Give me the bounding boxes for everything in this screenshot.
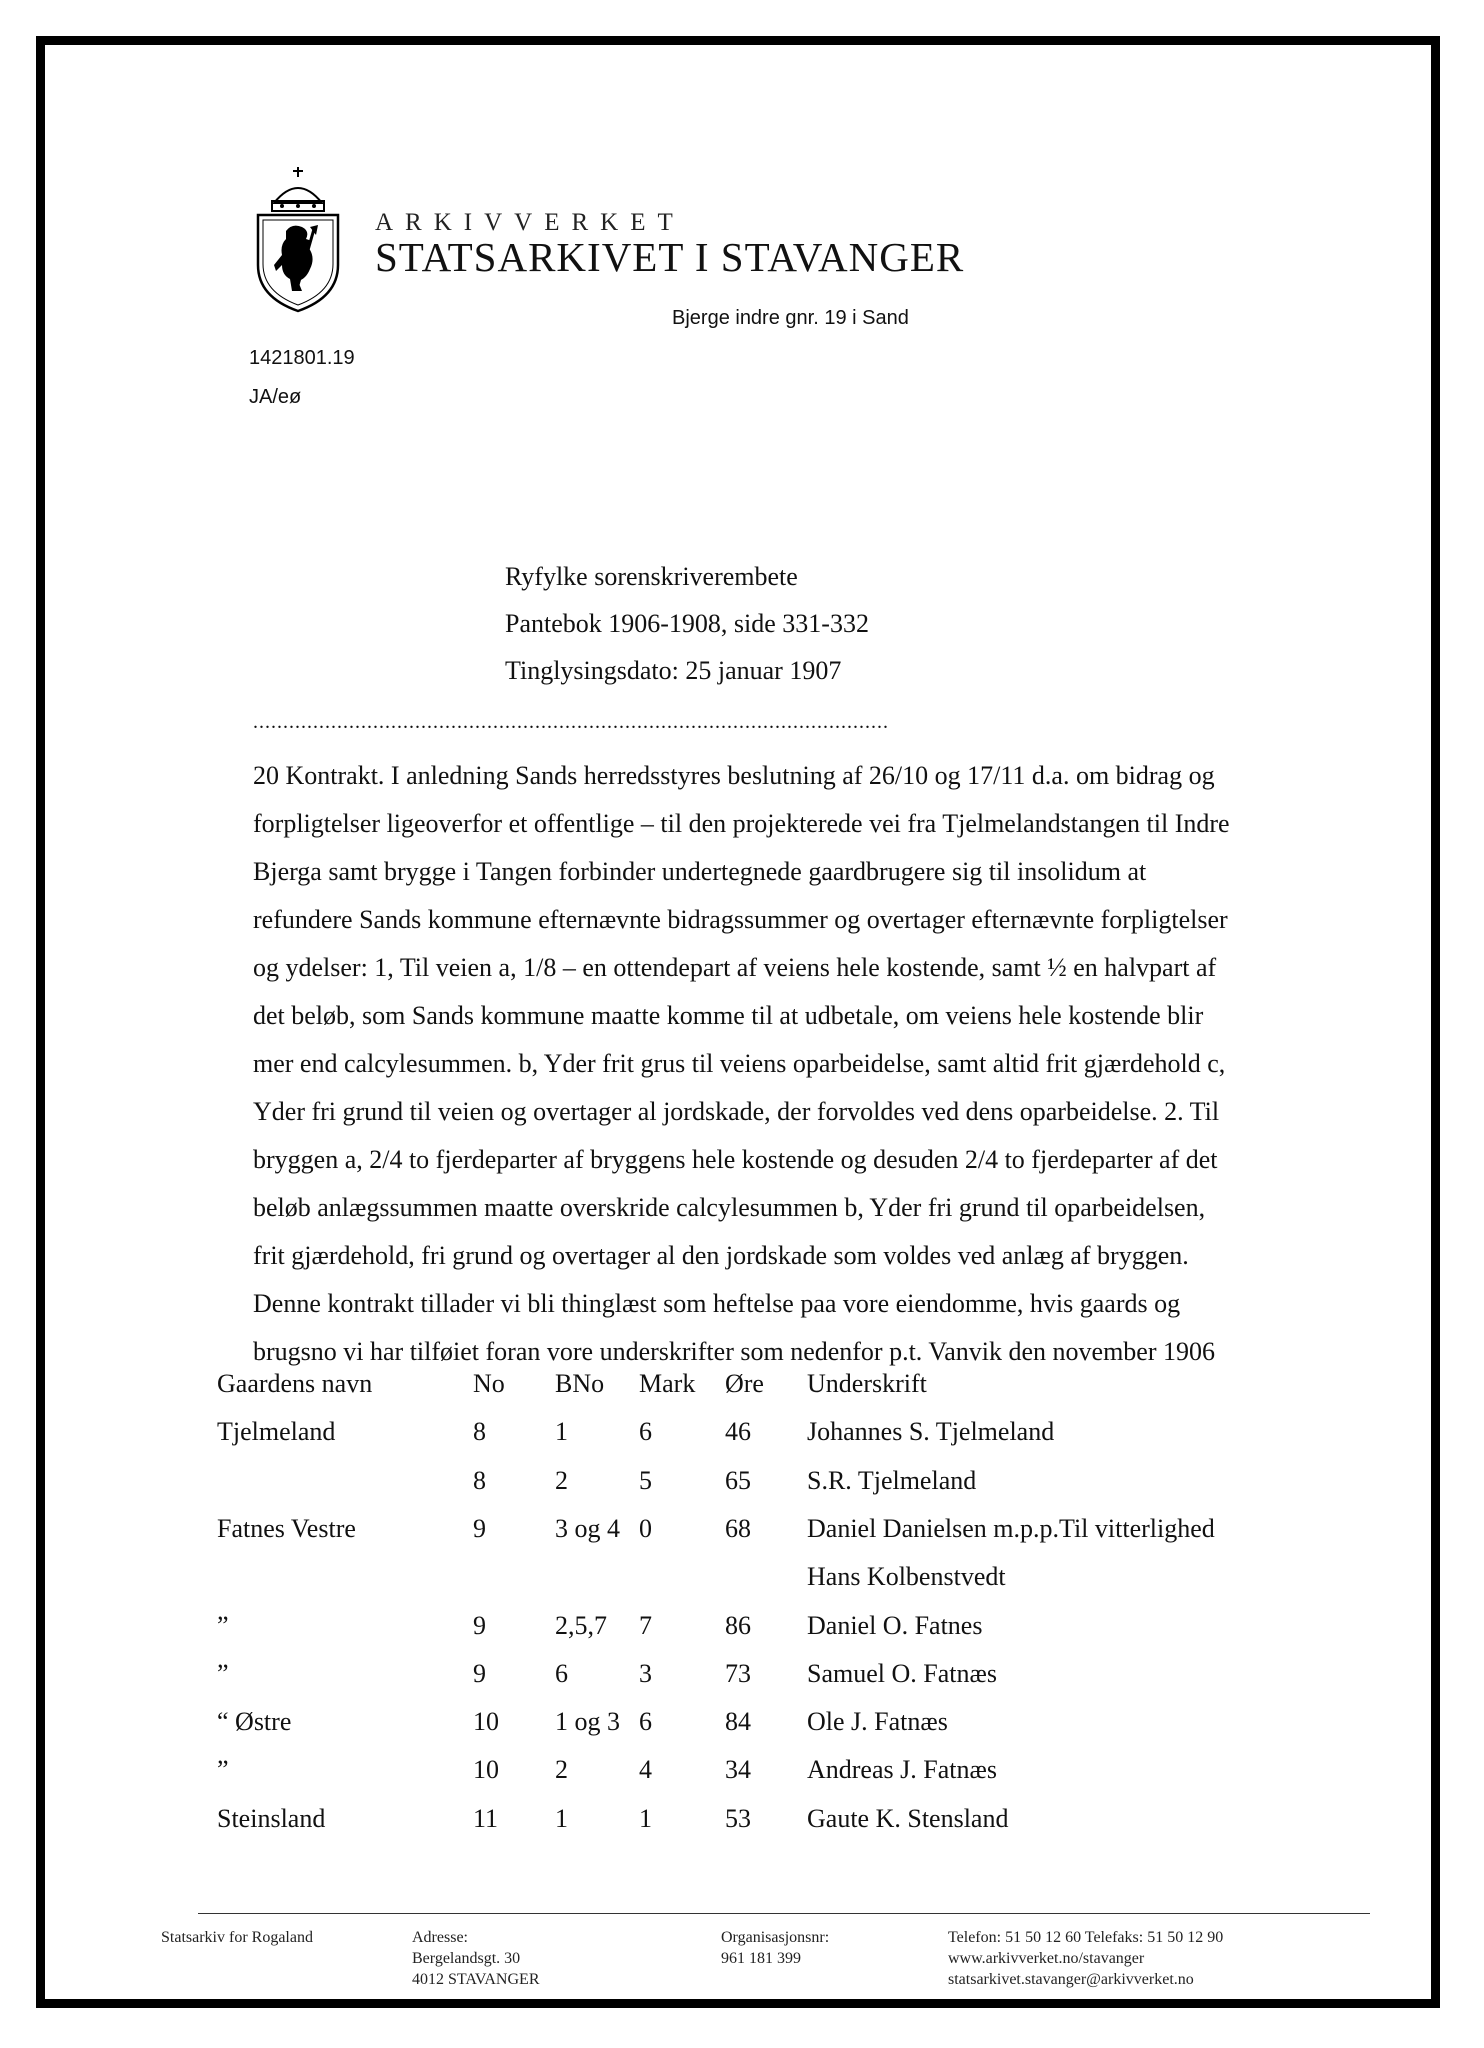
body-line: refundere Sands kommune efternævnte bidragssummer og overtager efternævnte forpligtelser [253,905,1228,934]
reference-number: 1421801.19 [249,347,355,369]
cell-no: 8 [473,1417,486,1446]
cell-signature: Daniel O. Fatnes [807,1611,983,1640]
cell-bno: 2,5,7 [555,1611,607,1640]
cell-mark: 7 [639,1611,652,1640]
cell-farm-name: Tjelmeland [217,1417,336,1446]
cell-no: 11 [473,1804,499,1833]
footer-text: Organisasjonsnr: [721,1929,830,1946]
cell-farm-name: Fatnes Vestre [217,1514,356,1543]
cell-mark: 1 [639,1804,652,1833]
cell-no: 8 [473,1466,486,1495]
cell-bno: 1 [555,1417,568,1446]
cell-ore: 86 [725,1611,751,1640]
cell-ore: 73 [725,1659,751,1688]
cell-bno: 3 og 4 [555,1514,620,1543]
body-line: forpligtelser ligeoverfor et offentlige – til den projekterede vei fra Tjelmelandstangen til Indre [253,809,1230,838]
body-line: det beløb, som Sands kommune maatte komme til at udbetale, om veiens hele kostende blir [253,1001,1204,1030]
cell-signature: S.R. Tjelmeland [807,1466,977,1495]
cell-mark: 0 [639,1514,652,1543]
cell-signature: Samuel O. Fatnæs [807,1659,997,1688]
cell-no: 9 [473,1611,486,1640]
org-header-line1: ARKIVVERKET [375,209,685,236]
footer-text: Statsarkiv for Rogaland [161,1929,313,1946]
reference-initials: JA/eø [249,386,302,408]
table-header-bno: BNo [555,1369,605,1398]
cell-ore: 65 [725,1466,751,1495]
cell-ore: 53 [725,1804,751,1833]
table-header-farm-name: Gaardens navn [217,1369,373,1398]
cell-ore: 46 [725,1417,751,1446]
body-line: Bjerga samt brygge i Tangen forbinder undertegnede gaardbrugere sig til insolidum at [253,857,1147,886]
body-line: brugsno vi har tilføiet foran vore underskrifter som nedenfor p.t. Vanvik den november 1906 [253,1337,1215,1366]
cell-no: 9 [473,1659,486,1688]
cell-bno: 1 [555,1804,568,1833]
cell-signature: Ole J. Fatnæs [807,1707,948,1736]
coat-of-arms-icon [252,165,344,315]
cell-farm-name: ” [217,1611,229,1640]
body-line: Yder fri grund til veien og overtager al jordskade, der forvoldes ved dens oparbeidelse. 2. Til [253,1097,1220,1126]
source-line: Tinglysingsdato: 25 januar 1907 [505,656,842,685]
cell-signature: Hans Kolbenstvedt [807,1562,1006,1591]
footer-col-orgnr [721,1927,829,1969]
cell-farm-name: Steinsland [217,1804,326,1833]
cell-bno: 2 [555,1466,568,1495]
body-line: frit gjærdehold, fri grund og overtager al den jordskade som voldes ved anlæg af bryggen. [253,1241,1189,1270]
cell-bno: 2 [555,1755,568,1784]
footer-link-web[interactable]: www.arkivverket.no/stavanger [948,1950,1145,1967]
cell-bno: 1 og 3 [555,1707,620,1736]
subject-line: Bjerge indre gnr. 19 i Sand [672,307,909,329]
footer-text: Bergelandsgt. 30 [412,1950,521,1967]
cell-signature: Daniel Danielsen m.p.p.Til vitterlighed [807,1514,1215,1543]
source-line: Pantebok 1906-1908, side 331-332 [505,609,869,638]
cell-mark: 5 [639,1466,652,1495]
footer-divider [198,1913,1370,1914]
footer-col-address [412,1927,539,1990]
cell-mark: 6 [639,1417,652,1446]
cell-farm-name: ” [217,1659,229,1688]
cell-signature: Gaute K. Stensland [807,1804,1009,1833]
cell-ore: 84 [725,1707,751,1736]
cell-ore: 68 [725,1514,751,1543]
table-header-signature: Underskrift [807,1369,927,1398]
dotted-separator: .......................................................................................................... [253,711,889,733]
cell-farm-name: “ Østre [217,1707,292,1736]
body-line: bryggen a, 2/4 to fjerdeparter af bryggens hele kostende og desuden 2/4 to fjerdeparter af det [253,1145,1218,1174]
body-line: og ydelser: 1, Til veien a, 1/8 – en ottendepart af veiens hele kostende, samt ½ en halvpart af [253,953,1217,982]
cell-signature: Andreas J. Fatnæs [807,1755,997,1784]
table-header-no: No [473,1369,505,1398]
body-line: mer end calcylesummen. b, Yder frit grus til veiens oparbeidelse, samt altid frit gjærdehold c, [253,1049,1226,1078]
source-block [505,553,869,694]
footer-text: Telefon: 51 50 12 60 Telefaks: 51 50 12 90 [948,1929,1224,1946]
cell-ore: 34 [725,1755,751,1784]
body-line: beløb anlægssummen maatte overskride calcylesummen b, Yder fri grund til oparbeidelsen, [253,1193,1206,1222]
cell-farm-name: ” [217,1755,229,1784]
cell-mark: 3 [639,1659,652,1688]
footer-text: Adresse: [412,1929,468,1946]
table-header-mark: Mark [639,1369,696,1398]
footer-text: 4012 STAVANGER [412,1971,540,1988]
cell-no: 10 [473,1707,499,1736]
cell-mark: 6 [639,1707,652,1736]
body-line: Denne kontrakt tillader vi bli thinglæst som heftelse paa vore eiendomme, hvis gaards og [253,1289,1181,1318]
table-header-ore: Øre [725,1369,764,1398]
cell-bno: 6 [555,1659,568,1688]
footer-col-contact [948,1927,1223,1990]
org-header-line2: STATSARKIVET I STAVANGER [375,234,965,280]
document-page [36,36,1440,2008]
cell-no: 9 [473,1514,486,1543]
cell-mark: 4 [639,1755,652,1784]
cell-no: 10 [473,1755,499,1784]
footer-link-email[interactable]: statsarkivet.stavanger@arkivverket.no [948,1971,1194,1988]
footer-text: 961 181 399 [721,1950,801,1967]
transcription-body [253,752,1230,1376]
source-line: Ryfylke sorenskriverembete [505,562,798,591]
footer-col-archive [161,1927,313,1948]
body-line: 20 Kontrakt. I anledning Sands herredsstyres beslutning af 26/10 og 17/11 d.a. om bidrag og [253,761,1215,790]
cell-signature: Johannes S. Tjelmeland [807,1417,1055,1446]
